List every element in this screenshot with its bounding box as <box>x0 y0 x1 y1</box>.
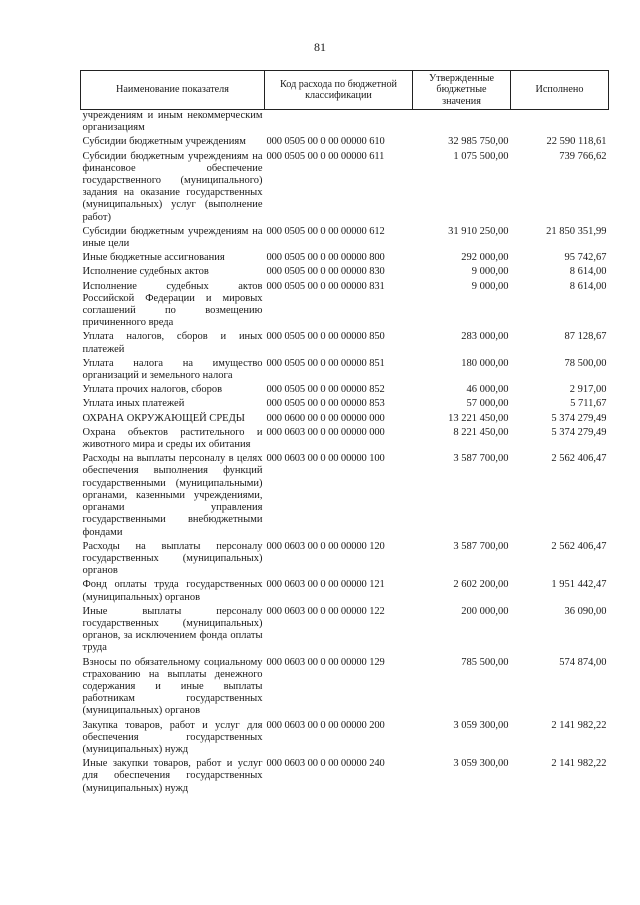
row-code: 000 0603 00 0 00 00000 120 <box>266 540 385 552</box>
header-executed: Исполнено <box>511 71 609 110</box>
row-approved-value: 9 000,00 <box>471 266 509 278</box>
row-approved-value: 57 000,00 <box>466 398 509 410</box>
table-row <box>81 718 609 757</box>
row-name: Иные выплаты персоналу государственных (муниципальных) органов, за исключением фонда оплаты труда <box>82 605 263 654</box>
row-name: Охрана объектов растительного и животного мира и среды их обитания <box>82 426 263 451</box>
row-name: Исполнение судебных актов <box>82 266 209 278</box>
row-name: Иные закупки товаров, работ и услуг для обеспечения государственных (муниципальных) нужд <box>82 758 263 794</box>
row-executed-value: 2 562 406,47 <box>551 453 607 465</box>
table-row <box>81 539 609 578</box>
row-code: 000 0603 00 0 00 00000 100 <box>266 453 385 465</box>
table-body <box>81 110 609 795</box>
row-name: Уплата иных платежей <box>82 398 185 410</box>
row-code: 000 0505 00 0 00 00000 610 <box>266 136 385 148</box>
table-row <box>81 425 609 451</box>
row-code: 000 0505 00 0 00 00000 612 <box>266 225 385 237</box>
row-approved-value: 31 910 250,00 <box>448 225 509 237</box>
budget-execution-table <box>80 70 609 795</box>
row-approved-value: 283 000,00 <box>461 331 509 343</box>
row-approved-value: 785 500,00 <box>461 656 509 668</box>
row-code: 000 0603 00 0 00 00000 121 <box>266 579 385 591</box>
row-name: Субсидии бюджетным учреждениям на иные цели <box>82 225 263 250</box>
table-row <box>81 604 609 655</box>
row-approved-value: 3 587 700,00 <box>453 453 509 465</box>
page-number: 81 <box>314 40 326 54</box>
row-name: Субсидии бюджетным учреждениям <box>82 136 246 148</box>
table-header-row <box>81 71 609 110</box>
row-code: 000 0505 00 0 00 00000 852 <box>266 384 385 396</box>
table-row <box>81 134 609 148</box>
table-row <box>81 756 609 795</box>
row-name: Закупка товаров, работ и услуг для обеспечения государственных (муниципальных) нужд <box>82 719 263 755</box>
table-row <box>81 250 609 264</box>
table-row <box>81 356 609 382</box>
row-code: 000 0505 00 0 00 00000 853 <box>266 398 385 410</box>
row-executed-value: 2 141 982,22 <box>551 719 607 731</box>
table-row <box>81 110 609 135</box>
row-executed-value: 87 128,67 <box>564 331 607 343</box>
row-executed-value: 95 742,67 <box>564 252 607 264</box>
row-code: 000 0505 00 0 00 00000 831 <box>266 280 385 292</box>
row-approved-value: 13 221 450,00 <box>448 412 509 424</box>
row-approved-value: 8 221 450,00 <box>453 426 509 438</box>
table-row <box>81 224 609 250</box>
row-executed-value: 21 850 351,99 <box>546 225 607 237</box>
row-executed-value: 574 874,00 <box>559 656 607 668</box>
row-code: 000 0603 00 0 00 00000 129 <box>266 656 385 668</box>
row-name: учреждениям и иным некоммерческим организациям <box>82 110 263 134</box>
row-executed-value: 1 951 442,47 <box>551 579 607 591</box>
row-approved-value: 3 059 300,00 <box>453 758 509 770</box>
row-approved-value: 180 000,00 <box>461 357 509 369</box>
row-approved-value: 3 587 700,00 <box>453 540 509 552</box>
row-executed-value: 2 562 406,47 <box>551 540 607 552</box>
row-name: Субсидии бюджетным учреждениям на финансовое обеспечение государственного (муниципального) задания на оказание государственных (муниципальных) услуг (выполнение работ) <box>82 150 263 223</box>
row-code: 000 0603 00 0 00 00000 122 <box>266 605 385 617</box>
row-name: ОХРАНА ОКРУЖАЮЩЕЙ СРЕДЫ <box>82 412 245 424</box>
row-approved-value: 292 000,00 <box>461 252 509 264</box>
row-name: Расходы на выплаты персоналу государственных (муниципальных) органов <box>82 540 263 577</box>
row-code: 000 0603 00 0 00 00000 000 <box>266 426 385 438</box>
row-approved-value: 1 075 500,00 <box>453 150 509 162</box>
row-name: Иные бюджетные ассигнования <box>82 252 225 264</box>
table-row <box>81 655 609 718</box>
row-code: 000 0505 00 0 00 00000 830 <box>266 266 385 278</box>
row-approved-value: 3 059 300,00 <box>453 719 509 731</box>
row-approved-value: 200 000,00 <box>461 605 509 617</box>
row-approved-value: 9 000,00 <box>471 280 509 292</box>
row-code: 000 0505 00 0 00 00000 800 <box>266 252 385 264</box>
row-executed-value: 22 590 118,61 <box>546 136 607 148</box>
row-approved-value: 32 985 750,00 <box>448 136 509 148</box>
table-row <box>81 279 609 330</box>
table-row <box>81 149 609 224</box>
row-executed-value: 5 711,67 <box>570 398 607 410</box>
row-name: Фонд оплаты труда государственных (муниципальных) органов <box>82 579 263 603</box>
table-row <box>81 329 609 355</box>
row-executed-value <box>511 110 609 135</box>
row-code: 000 0505 00 0 00 00000 851 <box>266 357 385 369</box>
table-row <box>81 577 609 603</box>
table-row <box>81 396 609 410</box>
row-executed-value: 5 374 279,49 <box>551 412 607 424</box>
row-approved-value <box>413 110 511 135</box>
row-executed-value: 78 500,00 <box>564 357 607 369</box>
row-name: Взносы по обязательному социальному страхованию на выплаты денежного содержания и иные выплаты работникам государственных (муниципальных) органов <box>82 656 263 717</box>
row-name: Уплата налогов, сборов и иных платежей <box>82 331 263 355</box>
row-code <box>265 110 413 135</box>
row-name: Уплата налога на имущество организаций и земельного налога <box>82 357 263 382</box>
row-executed-value: 2 141 982,22 <box>551 758 607 770</box>
row-code: 000 0603 00 0 00 00000 200 <box>266 719 385 731</box>
row-executed-value: 36 090,00 <box>564 605 607 617</box>
header-approved: Утвержденные бюджетные значения <box>413 71 511 110</box>
table-row <box>81 411 609 425</box>
row-approved-value: 46 000,00 <box>466 384 509 396</box>
header-code: Код расхода по бюджетной классификации <box>265 71 413 110</box>
row-name: Расходы на выплаты персоналу в целях обеспечения выполнения функций государственными (муниципальными) органами, казенными учреждениями, органами управления государственными внебюджетными фондами <box>82 453 263 538</box>
row-executed-value: 2 917,00 <box>569 384 607 396</box>
table-row <box>81 264 609 278</box>
row-executed-value: 739 766,62 <box>559 150 607 162</box>
table-row <box>81 451 609 538</box>
row-code: 000 0505 00 0 00 00000 850 <box>266 331 385 343</box>
row-name: Исполнение судебных актов Российской Федерации и мировых соглашений по возмещению причиненного вреда <box>82 280 263 329</box>
row-code: 000 0505 00 0 00 00000 611 <box>266 150 385 162</box>
row-name: Уплата прочих налогов, сборов <box>82 384 223 396</box>
header-name: Наименование показателя <box>81 71 265 110</box>
row-executed-value: 8 614,00 <box>569 280 607 292</box>
row-executed-value: 8 614,00 <box>569 266 607 278</box>
table-row <box>81 382 609 396</box>
row-code: 000 0600 00 0 00 00000 000 <box>266 412 385 424</box>
row-executed-value: 5 374 279,49 <box>551 426 607 438</box>
row-approved-value: 2 602 200,00 <box>453 579 509 591</box>
row-code: 000 0603 00 0 00 00000 240 <box>266 758 385 770</box>
